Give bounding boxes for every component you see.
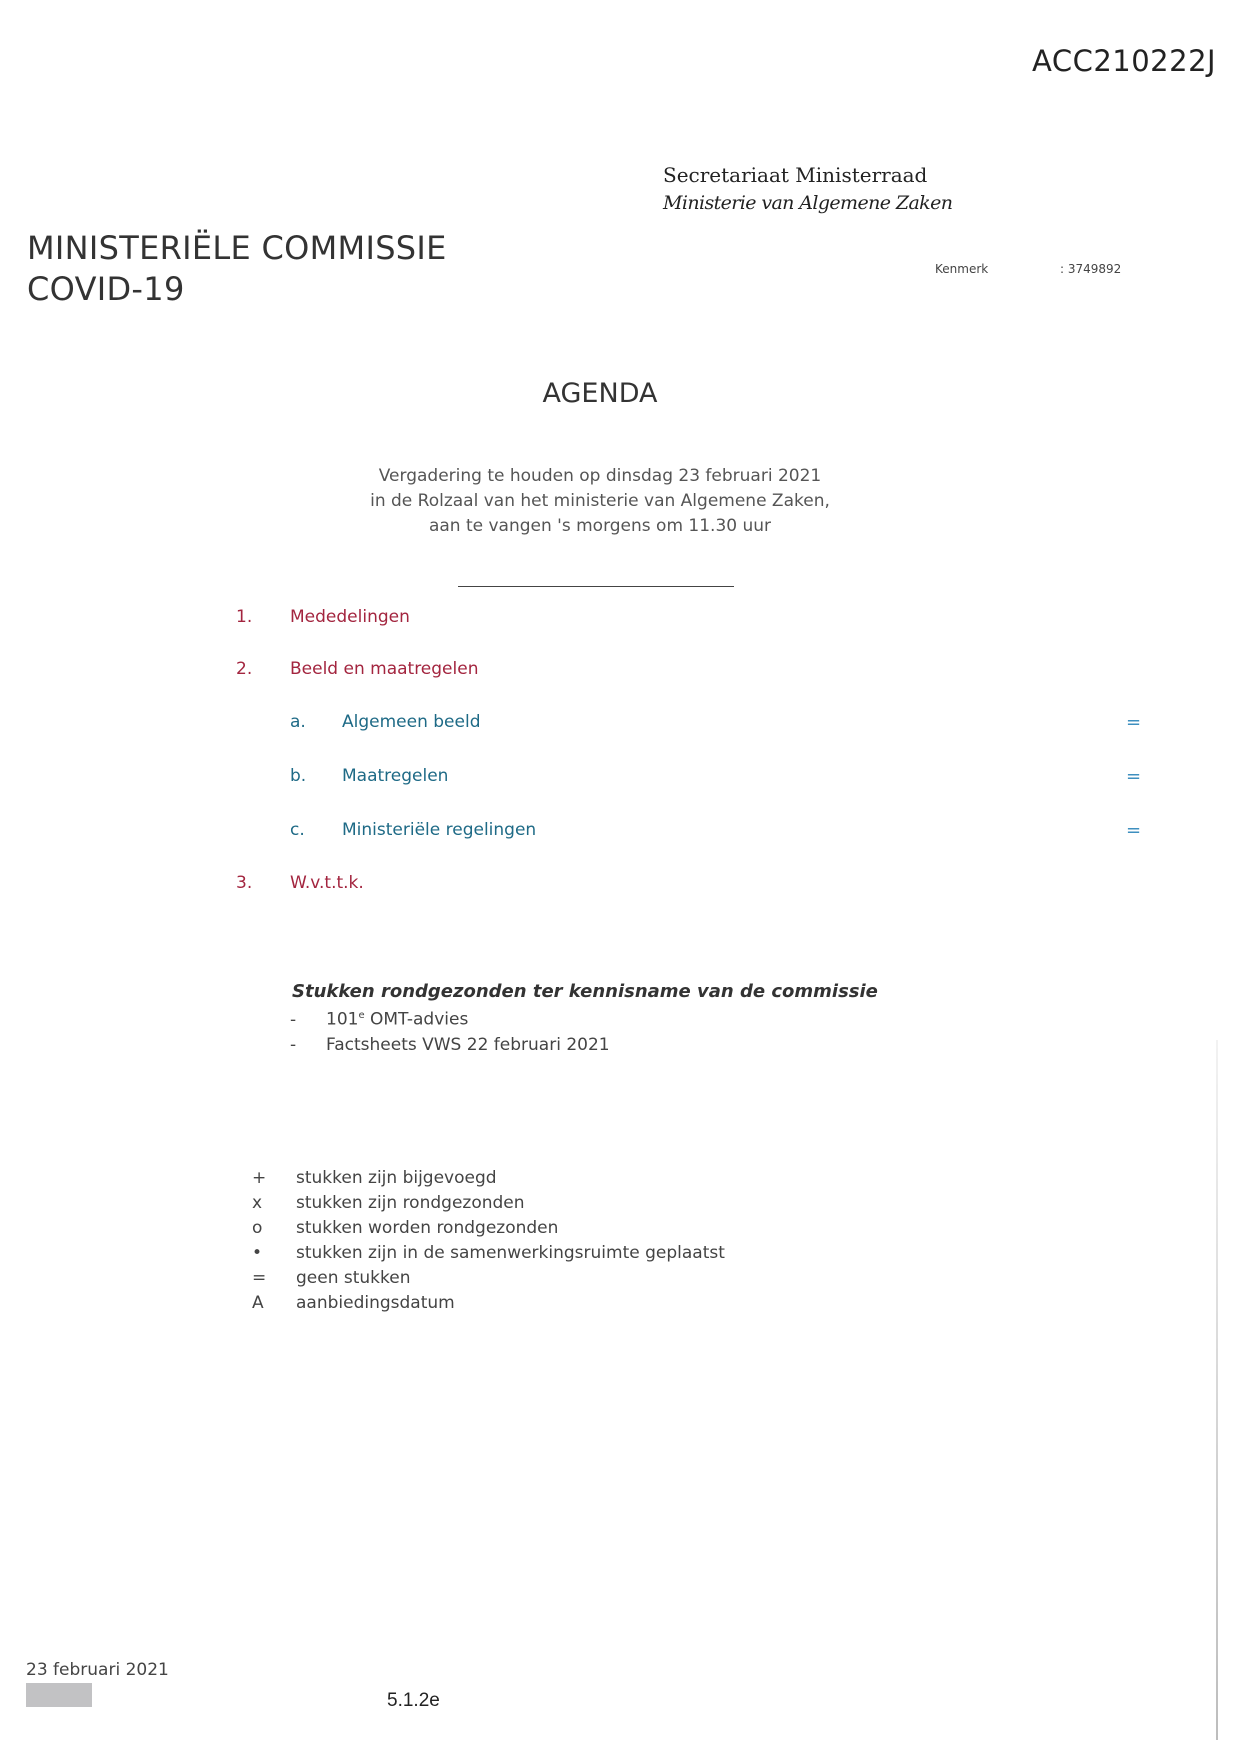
legend-item bbox=[252, 1241, 725, 1266]
equals-icon: = bbox=[252, 1268, 267, 1288]
legend-item bbox=[252, 1191, 725, 1216]
document-code: ACC210222J bbox=[1032, 44, 1217, 78]
redaction-block bbox=[26, 1683, 92, 1707]
agenda-subitem bbox=[0, 712, 1241, 736]
committee-title-line1: MINISTERIËLE COMMISSIE bbox=[27, 229, 447, 267]
agenda-item bbox=[0, 607, 1241, 631]
agenda-item bbox=[0, 873, 1241, 897]
agenda-item-number: 3. bbox=[236, 873, 253, 893]
organization-name: Secretariaat Ministerraad bbox=[663, 163, 928, 187]
legend-text: stukken zijn bijgevoegd bbox=[296, 1168, 497, 1188]
committee-title-line2: COVID-19 bbox=[27, 270, 185, 308]
dash-bullet-icon: - bbox=[290, 1009, 297, 1030]
bullet-icon: • bbox=[252, 1243, 263, 1263]
legend-text: stukken zijn rondgezonden bbox=[296, 1193, 525, 1213]
document-superscript: e bbox=[358, 1010, 365, 1021]
document-number: 101 bbox=[326, 1009, 359, 1030]
x-icon: x bbox=[252, 1193, 263, 1213]
legend-text: geen stukken bbox=[296, 1268, 411, 1288]
agenda-item-label: Beeld en maatregelen bbox=[290, 659, 479, 679]
legend-text: stukken zijn in de samenwerkingsruimte geplaatst bbox=[296, 1243, 725, 1263]
agenda-subitem bbox=[0, 766, 1241, 790]
circle-icon: o bbox=[252, 1218, 263, 1238]
meeting-details bbox=[0, 464, 1200, 539]
list-item bbox=[290, 1003, 610, 1033]
plus-icon: + bbox=[252, 1168, 267, 1188]
a-letter-icon: A bbox=[252, 1293, 264, 1313]
scan-edge-line bbox=[1216, 1040, 1218, 1740]
meeting-date-line: Vergadering te houden op dinsdag 23 februari 2021 bbox=[378, 466, 822, 486]
agenda-item-number: 1. bbox=[236, 607, 253, 627]
agenda-item-label: Mededelingen bbox=[290, 607, 410, 627]
legend-item bbox=[252, 1291, 725, 1316]
no-documents-marker-icon: = bbox=[1126, 820, 1142, 841]
agenda-subitem-label: Ministeriële regelingen bbox=[342, 820, 537, 840]
legend-item bbox=[252, 1266, 725, 1291]
agenda-subitem-label: Algemeen beeld bbox=[342, 712, 481, 732]
committee-title bbox=[27, 228, 447, 310]
no-documents-marker-icon: = bbox=[1126, 766, 1142, 787]
divider bbox=[458, 586, 734, 587]
agenda-subitem-letter: c. bbox=[290, 820, 305, 840]
symbol-legend bbox=[252, 1166, 725, 1316]
footer-date: 23 februari 2021 bbox=[26, 1660, 169, 1680]
meeting-location-line: in de Rolzaal van het ministerie van Algemene Zaken, bbox=[370, 491, 830, 511]
agenda-subitem-letter: b. bbox=[290, 766, 307, 786]
kenmerk-value: : 3749892 bbox=[1060, 262, 1122, 276]
legend-text: aanbiedingsdatum bbox=[296, 1293, 455, 1313]
document-label: OMT-advies bbox=[364, 1009, 469, 1030]
no-documents-marker-icon: = bbox=[1126, 712, 1142, 733]
agenda-item bbox=[0, 659, 1241, 683]
meeting-time-line: aan te vangen 's morgens om 11.30 uur bbox=[428, 516, 772, 536]
agenda-item-number: 2. bbox=[236, 659, 253, 679]
agenda-subitem-label: Maatregelen bbox=[342, 766, 449, 786]
dash-bullet-icon: - bbox=[290, 1034, 297, 1055]
legend-item bbox=[252, 1216, 725, 1241]
legend-item bbox=[252, 1166, 725, 1191]
page-title: AGENDA bbox=[542, 378, 658, 409]
documents-list bbox=[290, 1003, 610, 1058]
redaction-code: 5.1.2e bbox=[387, 1690, 440, 1711]
list-item bbox=[290, 1033, 610, 1058]
agenda-subitem-letter: a. bbox=[290, 712, 306, 732]
documents-section-title: Stukken rondgezonden ter kennisname van de commissie bbox=[292, 981, 878, 1002]
agenda-item-label: W.v.t.t.k. bbox=[290, 873, 364, 893]
agenda-subitem bbox=[0, 820, 1241, 844]
ministry-name: Ministerie van Algemene Zaken bbox=[663, 192, 953, 214]
kenmerk-label: Kenmerk bbox=[935, 262, 989, 276]
document-label: Factsheets VWS 22 februari 2021 bbox=[326, 1034, 610, 1055]
legend-text: stukken worden rondgezonden bbox=[296, 1218, 559, 1238]
